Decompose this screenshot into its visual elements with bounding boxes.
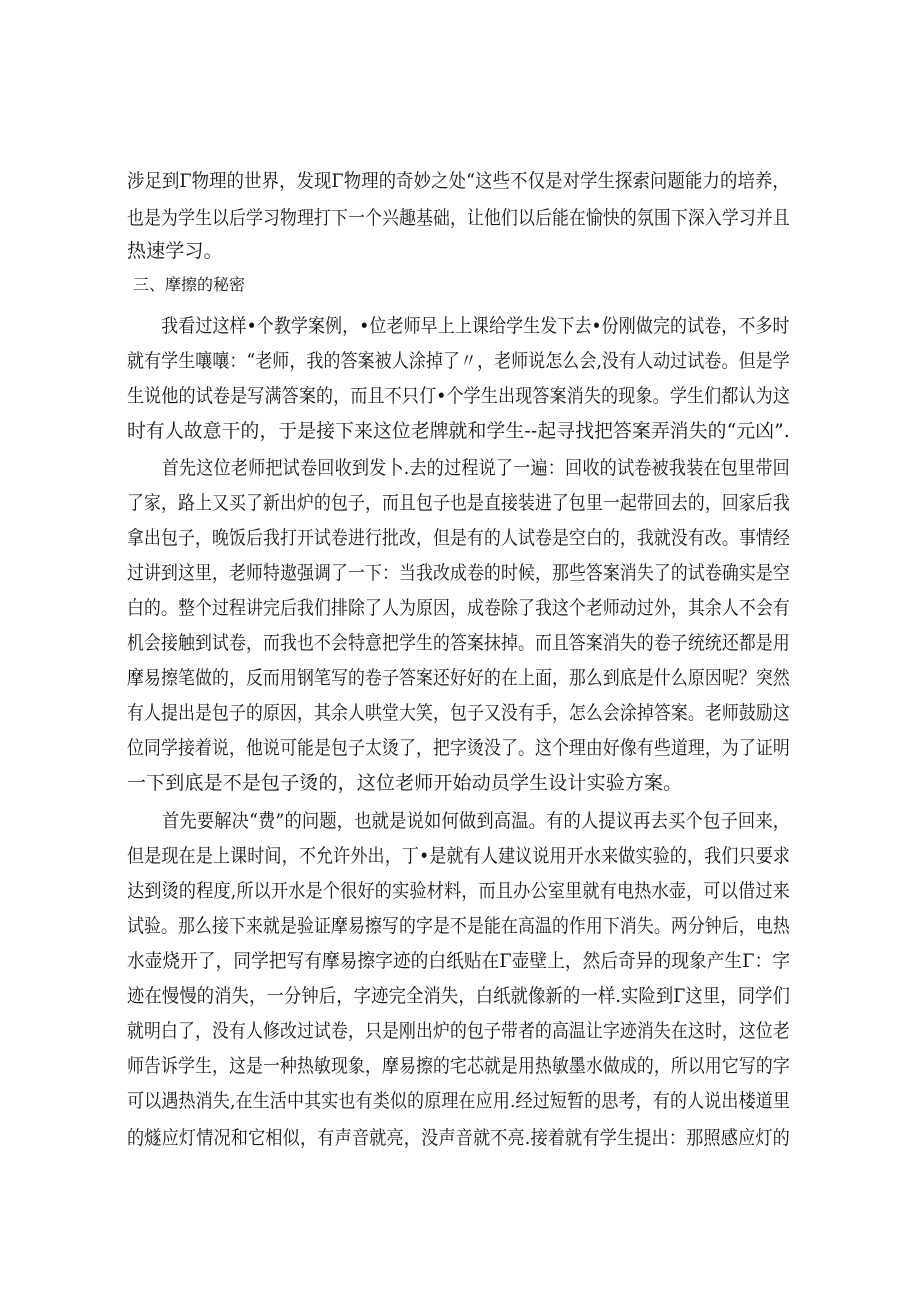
- text-line: 达到烫的程度,所以开水是个很好的实验材料，而且办公室里就有电热水壶，可以借过来: [127, 880, 790, 902]
- section-heading: 三、摩擦的秘密: [133, 275, 246, 294]
- text-line: 但是现在是上课时间，不允许外出，丁•是就有人建议说用开水来做实验的，我们只要求: [127, 845, 791, 867]
- text-line: 可以遇热消失,在生活中其实也有类似的原理在应用.经过短暂的思考，有的人说出楼道里: [127, 1090, 791, 1112]
- text-line: 了家，路上又买了新出炉的包子，而且包子也是直接装进了包里一起带回去的，回家后我: [127, 492, 790, 514]
- text-line: 首先要解决“费”的问题，也就是说如何做到高温。有的人提议再去买个包子回来，: [127, 810, 791, 832]
- text-line: 涉足到Γ物理的世界，发现Γ物理的奇妙之处“这些不仅是对学生探索问题能力的培养，: [127, 170, 790, 192]
- text-line: 水壶烧开了，同学把写有摩易擦字迹的白纸贴在Γ壶壁上，然后奇异的现象产生Γ：字: [127, 950, 791, 972]
- text-line: 热速学习。: [127, 240, 223, 262]
- text-line: 摩易擦笔做的，反而用钢笔写的卷子答案还好好的在上面，那么到底是什么原因呢？突然: [127, 667, 790, 689]
- text-line: 一下到底是不是包子烫的，这位老师开始动员学生设计实验方案。: [127, 772, 683, 794]
- text-line: 迹在慢慢的消失，一分钟后，字迹完全消失，白纸就像新的一样.实险到Γ这里，同学们: [127, 985, 791, 1007]
- text-line: 有人提出是包子的原因，其余人哄堂大笑，包子又没有手，怎么会涂掉答案。老师鼓励这: [127, 702, 790, 724]
- text-line: 就有学生嚷嚷：“老师，我的答案被人涂掉了〃，老师说怎么会,没有人动过试卷。但是学: [127, 350, 790, 372]
- text-line: 师告诉学生，这是一种热敏现象，摩易擦的宅芯就是用热敏墨水做成的，所以用它写的字: [127, 1055, 790, 1077]
- text-line: 时有人故意干的，于是接下来这位老牌就和学生--起寻找把答案弄消失的“元凶”.: [127, 420, 791, 442]
- text-line: 过讲到这里，老师特遨强调了一下：当我改成卷的时候，那些答案消失了的试卷确实是空: [127, 562, 790, 584]
- text-line: 的燧应灯情况和它相似，有声音就亮，没声音就不亮.接着就有学生提出：那照感应灯的: [127, 1127, 790, 1149]
- text-line: 也是为学生以后学习物理打下一个兴趣基础，让他们以后能在愉快的氛围下深入学习并且: [127, 207, 790, 229]
- text-line: 位同学接着说，他说可能是包子太烫了，把字烫没了。这个理由好像有些道理，为了证明: [127, 737, 790, 759]
- text-line: 试验。那么接下来就是验证摩易擦写的字是不是能在高温的作用下消失。两分钟后，电热: [127, 915, 790, 937]
- text-line: 就明白了，没有人修改过试卷，只是刚出炉的包子带者的高温让字迹消失在这时，这位老: [127, 1020, 790, 1042]
- text-line: 我看过这样•个教学案例，•位老师早上上课给学生发下去•份刚做完的试卷，不多时: [127, 315, 790, 337]
- text-line: 生说他的试卷是写满答案的，而且不只仃•个学生出现答案消失的现象。学生们都认为这: [127, 385, 791, 407]
- text-line: 拿出包子，晚饭后我打开试卷进行批改，但是有的人试卷是空白的，我就没有改。事情经: [127, 527, 790, 549]
- text-line: 首先这位老师把试卷回收到发卜.去的过程说了一遍：回收的试卷被我装在包里带回: [127, 457, 790, 479]
- text-line: 机会接触到试卷，而我也不会特意把学生的答案抹掉。而且答案消失的卷子统统还都是用: [127, 632, 790, 654]
- text-line: 白的。整个过程讲完后我们排除了人为原因，成卷除了我这个老师动过外，其余人不会有: [127, 597, 790, 619]
